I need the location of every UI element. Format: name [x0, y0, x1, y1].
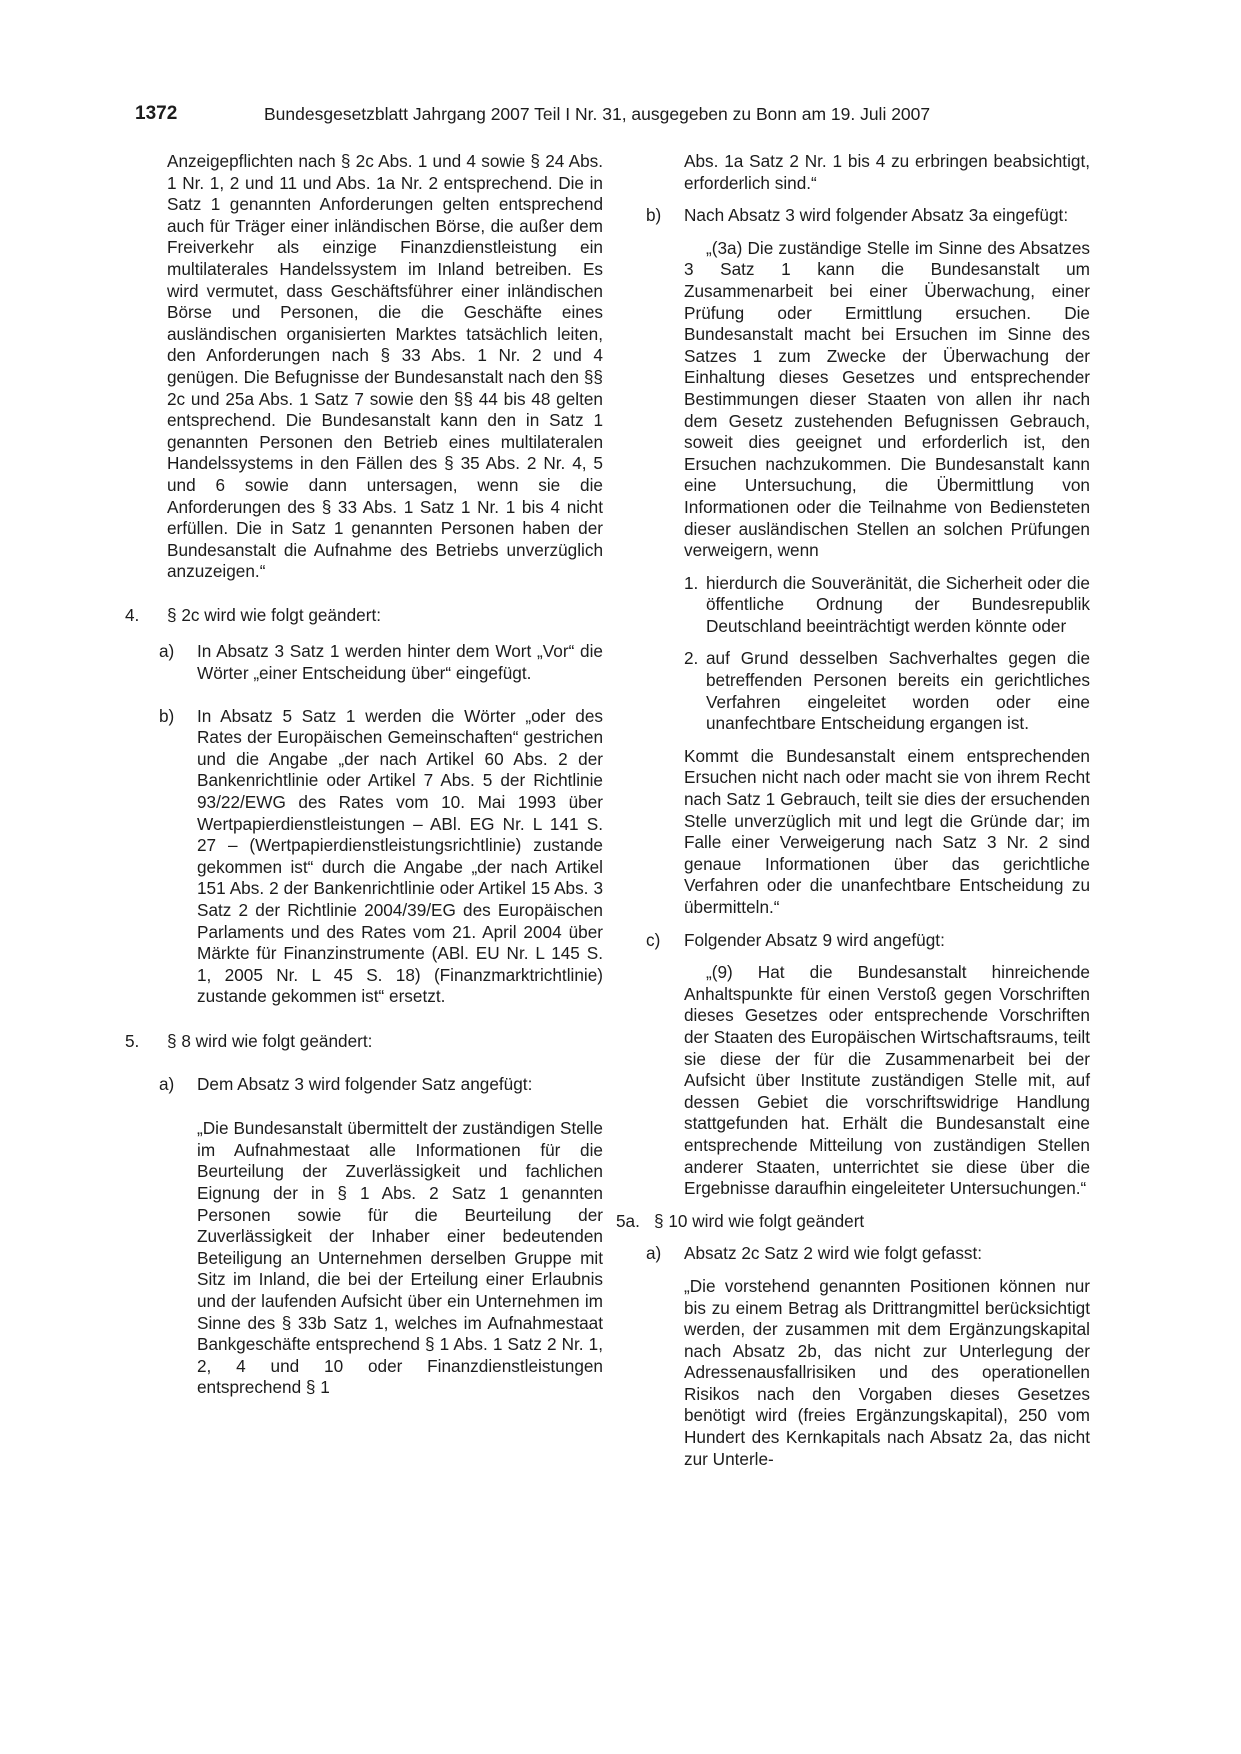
item-label: 1.: [684, 572, 699, 593]
item-text: Nach Absatz 3 wird folgender Absatz 3a eingefügt:: [684, 205, 1069, 226]
item-label: 5a.: [616, 1210, 640, 1231]
item-text: In Absatz 5 Satz 1 werden die Wörter „oder des Rates der Europäischen Gemeinschaften“ gestrichen und die Angabe „der nach Artikel 60 Abs. 2 der Bankenrichtlinie oder Artikel 7 Abs. 5 der Richtlinie 93/22/EWG des Rates vom 10. Mai 1993 über Wertpapierdienstleistungen – ABl. EG Nr. L 141 S. 27 – (Wertpapierdienstleistungsrichtlinie) zustande gekommen ist“ durch die Angabe „der nach Artikel 151 Abs. 2 der Bankenrichtlinie oder Artikel 15 Abs. 3 Satz 2 der Richtlinie 2004/39/EG des Europäischen Parlaments und des Rates vom 21. April 2004 über Märkte für Finanzinstrumente (ABl. EU Nr. L 145 S. 1, 2005 Nr. L 45 S. 18) (Finanzmarktrichtlinie) zustande gekommen ist“ ersetzt.: [197, 705, 603, 1007]
item-label: b): [159, 705, 175, 726]
item-text: Dem Absatz 3 wird folgender Satz angefügt:: [197, 1073, 533, 1094]
right-column: [616, 151, 1090, 1470]
item-label: a): [159, 1073, 175, 1094]
item-label: a): [646, 1243, 662, 1264]
item-label: a): [159, 641, 175, 662]
left-column: [125, 151, 603, 1399]
item-label: c): [646, 929, 661, 950]
item-label: 2.: [684, 648, 699, 669]
item-text: In Absatz 3 Satz 1 werden hinter dem Wort „Vor“ die Wörter „einer Entscheidung über“ eingefügt.: [197, 641, 603, 684]
list-item-5a: [159, 1073, 603, 1096]
item-text: § 2c wird wie folgt geändert:: [167, 604, 382, 625]
item-label: 4.: [125, 604, 140, 625]
sub-item-1: [654, 573, 1090, 638]
continuation-paragraph: Abs. 1a Satz 2 Nr. 1 bis 4 zu erbringen beabsichtigt, erforderlich sind.“: [684, 151, 1090, 193]
list-item-4: [125, 604, 603, 627]
quoted-amendment: „Die vorstehend genannten Positionen können nur bis zu einem Betrag als Drittrangmittel berücksichtigt werden, der zusammen mit dem Ergänzungskapital nach Absatz 2b, das nicht zur Unterlegung der Adressenausfallrisiken und des operationellen Risikos nach den Vorgaben dieses Gesetzes benötigt wird (freies Ergänzungskapital), 250 vom Hundert des Kernkapitals nach Absatz 2a, das nicht zur Unterle-: [684, 1275, 1090, 1469]
list-item-5b: [646, 205, 1090, 227]
page-number: 1372: [135, 103, 178, 124]
item-text: auf Grund desselben Sachverhaltes gegen die betreffenden Personen bereits ein gerichtliches Verfahren eingeleitet worden oder eine unanfechtbare Entscheidung ergangen ist.: [706, 648, 1090, 734]
item-text: Folgender Absatz 9 wird angefügt:: [684, 929, 945, 950]
sub-item-2: [654, 648, 1090, 734]
item-label: b): [646, 205, 662, 226]
item-text: Absatz 2c Satz 2 wird wie folgt gefasst:: [684, 1243, 983, 1264]
item-label: 5.: [125, 1030, 140, 1051]
list-item-5: [125, 1030, 603, 1053]
item-text: hierdurch die Souveränität, die Sicherheit oder die öffentliche Ordnung der Bundesrepublik Deutschland beeinträchtigt werden könnte oder: [706, 572, 1090, 636]
list-item-4b: [159, 705, 603, 1008]
page-header: [135, 103, 1015, 127]
list-item-5a-a: [646, 1243, 1090, 1265]
list-item-5a-paragraph: [616, 1210, 1090, 1233]
quoted-amendment: „(3a) Die zuständige Stelle im Sinne des Absatzes 3 Satz 1 kann die Bundesanstalt um Zusammenarbeit bei einer Überwachung, einer Prüfung oder Ermittlung ersuchen. Die Bundesanstalt macht bei Ersuchen im Sinne des Satzes 1 zum Zwecke der Überwachung der Einhaltung dieses Gesetzes und entsprechender Bestimmungen dieser Staaten von allen ihr nach dem Gesetz zustehenden Befugnissen Gebrauch, soweit dies geeignet und erforderlich ist, den Ersuchen nachzukommen. Die Bundesanstalt kann eine Untersuchung, die Übermittlung von Informationen oder die Teilnahme von Bediensteten dieser ausländischen Stellen an solchen Prüfungen verweigern, wenn: [684, 237, 1090, 561]
item-text: § 8 wird wie folgt geändert:: [167, 1030, 373, 1051]
quoted-amendment: „Die Bundesanstalt übermittelt der zuständigen Stelle im Aufnahmestaat alle Informationen für die Beurteilung der Zuverlässigkeit und fachlichen Eignung der in § 1 Abs. 2 Satz 1 genannten Personen sowie für die Beurteilung der Zuverlässigkeit der Inhaber einer bedeutenden Beteiligung an Unternehmen derselben Gruppe mit Sitz im Inland, die bei der Erteilung einer Erlaubnis und der laufenden Aufsicht über ein Unternehmen im Sinne des § 33b Satz 1, welches im Aufnahmestaat Bankgeschäfte entsprechend § 1 Abs. 1 Satz 2 Nr. 1, 2, 4 und 10 oder Finanzdienstleistungen entsprechend § 1: [197, 1118, 603, 1398]
quoted-amendment: „(9) Hat die Bundesanstalt hinreichende Anhaltspunkte für einen Verstoß gegen Vorschriften dieses Gesetzes oder entsprechende Vorschriften der Staaten des Europäischen Wirtschaftsraums, teilt sie diese der für die Zusammenarbeit bei der Aufsicht über Institute zuständigen Stelle mit, auf dessen Gebiet die vorschriftswidrige Handlung stattgefunden hat. Erhält die Bundesanstalt eine entsprechende Mitteilung von zuständigen Stellen anderer Staaten, unterrichtet sie diese über die Ergebnisse daraufhin eingeleiteter Untersuchungen.“: [684, 962, 1090, 1199]
running-title: Bundesgesetzblatt Jahrgang 2007 Teil I Nr. 31, ausgegeben zu Bonn am 19. Juli 2007: [264, 104, 931, 124]
item-text: § 10 wird wie folgt geändert: [654, 1210, 865, 1231]
list-item-5c: [646, 929, 1090, 952]
list-item-4a: [159, 641, 603, 684]
continuation-paragraph: Anzeigepflichten nach § 2c Abs. 1 und 4 sowie § 24 Abs. 1 Nr. 1, 2 und 11 und Abs. 1a Nr. 2 entsprechend. Die in Satz 1 genannten Anforderungen gelten entsprechend auch für Träger einer inländischen Börse, die außer dem Freiverkehr als einzige Finanzdienstleistung ein multilaterales Handelssystem im Inland betreiben. Es wird vermutet, dass Geschäftsführer einer inländischen Börse und Personen, die die Geschäfte eines ausländischen organisierten Marktes tatsächlich leiten, den Anforderungen nach § 33 Abs. 1 Nr. 2 und 4 genügen. Die Befugnisse der Bundesanstalt nach den §§ 2c und 25a Abs. 1 Satz 7 sowie den §§ 44 bis 48 gelten entsprechend. Die Bundesanstalt kann den in Satz 1 genannten Personen den Betrieb eines multilateralen Handelssystems in den Fällen des § 35 Abs. 2 Nr. 4, 5 und 6 sowie dann untersagen, wenn sie die Anforderungen des § 33 Abs. 1 Satz 1 Nr. 1 bis 4 nicht erfüllen. Die in Satz 1 genannten Personen haben der Bundesanstalt die Aufnahme des Betriebs unverzüglich anzuzeigen.“: [167, 151, 603, 582]
closing-paragraph: Kommt die Bundesanstalt einem entsprechenden Ersuchen nicht nach oder macht sie von ihrem Recht nach Satz 1 Gebrauch, teilt sie dies der ersuchenden Stelle unverzüglich mit und legt die Gründe dar; im Falle einer Verweigerung nach Satz 3 Nr. 2 sind genaue Informationen über das gerichtliche Verfahren oder die unanfechtbare Entscheidung zu übermitteln.“: [684, 745, 1090, 917]
